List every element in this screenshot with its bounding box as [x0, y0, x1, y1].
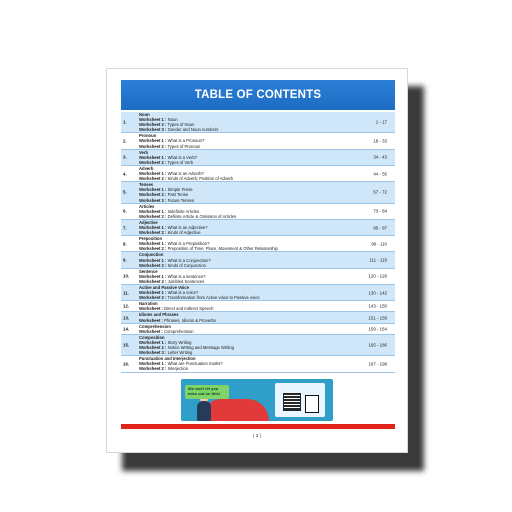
toc-row[interactable]: [121, 204, 395, 220]
toc-topic: Noun: [139, 112, 150, 117]
toc-topic: Pronoun: [139, 133, 157, 139]
worksheet-text: What is a Pronoun?: [167, 138, 205, 144]
worksheet-text: What is a Conjunction?: [167, 257, 211, 263]
toc-row-number: 12.: [123, 303, 130, 309]
worksheet-text: Gender and Noun numbers: [167, 127, 219, 133]
toc-worksheet: [139, 198, 335, 203]
toc-row[interactable]: [121, 312, 395, 323]
toc-row[interactable]: [121, 301, 395, 312]
worksheet-text: Kinds of Adverb; Position of Adverb: [167, 176, 233, 182]
toc-row-number: 15.: [123, 342, 130, 348]
worksheet-label: Worksheet 1 :: [139, 117, 167, 123]
toc-row[interactable]: [121, 252, 395, 268]
toc-title: TABLE OF CONTENTS: [121, 80, 395, 110]
toc-worksheet: [139, 318, 335, 323]
toc-page-range: 1 - 17: [375, 119, 387, 125]
worksheet-label: Worksheet 2 :: [139, 213, 167, 219]
toc-page-range: 85 - 97: [373, 224, 387, 230]
worksheet-label: Worksheet 2 :: [139, 345, 167, 351]
worksheet-label: Worksheet 1 :: [139, 290, 167, 296]
toc-worksheet: [139, 246, 335, 251]
worksheet-text: Story Writing: [167, 339, 192, 345]
toc-row[interactable]: [121, 285, 395, 301]
toc-worksheet: [139, 176, 335, 181]
worksheet-text: Noun: [167, 117, 178, 123]
toc-row[interactable]: [121, 335, 395, 356]
toc-table: [121, 112, 395, 373]
toc-worksheet: [139, 366, 335, 371]
toc-row-number: 16.: [123, 361, 130, 367]
toc-row-number: 7.: [123, 224, 127, 230]
toc-row[interactable]: [121, 269, 395, 285]
toc-page-range: 159 - 164: [368, 326, 387, 332]
toc-topic: Idioms and Phrases: [139, 312, 179, 318]
toc-row[interactable]: [121, 356, 395, 372]
promo-headline: We can't let you miss out on this!: [185, 385, 229, 399]
worksheet-text: What is a Verb?: [167, 154, 198, 160]
toc-topic: Articles: [139, 203, 155, 209]
worksheet-text: Past Tense: [167, 192, 189, 198]
toc-topic: Tenses: [139, 182, 154, 188]
toc-row-number: 14.: [123, 326, 130, 332]
document-page: [106, 68, 408, 453]
toc-topic: Narration: [139, 301, 158, 307]
toc-topic: Verb: [139, 149, 149, 155]
toc-row-number: 1.: [123, 119, 127, 125]
worksheet-text: Future Tenses: [167, 197, 195, 203]
toc-page-range: 143 - 150: [368, 303, 387, 309]
toc-page-range: 130 - 142: [368, 290, 387, 296]
worksheet-text: Direct and Indirect Speech: [164, 306, 214, 312]
worksheet-label: Worksheet 1 :: [139, 257, 167, 263]
promo-person-icon: [197, 401, 211, 421]
worksheet-text: Simple Tense: [167, 187, 193, 193]
worksheet-text: What are Punctuation marks?: [167, 361, 223, 367]
worksheet-label: Worksheet 1 :: [139, 241, 167, 247]
worksheet-text: Letter Writing: [167, 350, 193, 356]
toc-row-number: 3.: [123, 154, 127, 160]
worksheet-label: Worksheet 2 :: [139, 278, 167, 284]
worksheet-text: Transformation from Active voice to Passive voice: [167, 295, 260, 301]
toc-page-range: 111 - 119: [369, 257, 387, 263]
toc-page-range: 165 - 186: [368, 342, 387, 348]
worksheet-text: Phrases, Idioms & Proverbs: [164, 317, 216, 323]
worksheet-label: Worksheet 1 :: [139, 361, 167, 367]
worksheet-text: Comprehension: [164, 328, 194, 334]
worksheet-text: Kinds of Adjective: [167, 230, 201, 236]
worksheet-text: What is a voice?: [167, 290, 199, 296]
toc-row[interactable]: [121, 166, 395, 182]
toc-topic: Punctuation and Interjection: [139, 356, 196, 362]
worksheet-text: Types of Noun: [167, 122, 195, 128]
qr-code-icon[interactable]: [283, 393, 301, 411]
worksheet-label: Worksheet 2 :: [139, 366, 167, 372]
toc-topic: Preposition: [139, 236, 163, 242]
toc-worksheet: [139, 279, 335, 284]
toc-worksheet: [139, 306, 335, 311]
worksheet-label: Worksheet 1 :: [139, 273, 167, 279]
promo-red-shape: [203, 399, 269, 421]
toc-page-range: 187 - 198: [368, 361, 387, 367]
toc-worksheet: [139, 214, 335, 219]
toc-row-number: 10.: [123, 273, 130, 279]
toc-topic: Adverb: [139, 165, 154, 171]
toc-row-number: 5.: [123, 189, 127, 195]
toc-page-range: 44 - 56: [373, 171, 387, 177]
toc-topic: Conjunction: [139, 252, 164, 258]
toc-page-range: 18 - 33: [373, 138, 387, 144]
toc-worksheet: [139, 127, 335, 132]
toc-page-range: 34 - 43: [373, 154, 387, 160]
toc-row-number: 13.: [123, 315, 130, 321]
page-number: ( 3 ): [252, 433, 262, 438]
worksheet-label: Worksheet 3 :: [139, 127, 167, 133]
toc-row-number: 9.: [123, 257, 127, 263]
toc-row-number: 11.: [123, 290, 129, 296]
worksheet-text: Indefinite Articles: [167, 208, 200, 214]
worksheet-text: What is an Adverb?: [167, 171, 204, 177]
worksheet-label: Worksheet 1 :: [139, 208, 167, 214]
toc-worksheet: [139, 230, 335, 235]
worksheet-label: Worksheet 2 :: [139, 159, 167, 165]
worksheet-text: Definite Article & Omission of Articles: [167, 213, 237, 219]
worksheet-label: Worksheet :: [139, 328, 163, 334]
worksheet-label: Worksheet 1 :: [139, 138, 167, 144]
worksheet-label: Worksheet 2 :: [139, 192, 167, 198]
worksheet-text: What is a sentence?: [167, 273, 206, 279]
worksheet-label: Worksheet 2 :: [139, 176, 167, 182]
toc-topic: Comprehension: [139, 323, 171, 329]
worksheet-text: Preposition of Time, Place, Movement & Other Relationship: [167, 246, 278, 252]
toc-topic: Sentence: [139, 268, 158, 274]
worksheet-text: Jumbled Sentences: [167, 278, 205, 284]
worksheet-text: Notice Writing and Message Writing: [167, 345, 234, 351]
worksheet-text: What is a Preposition?: [167, 241, 210, 247]
toc-row[interactable]: [121, 236, 395, 252]
toc-worksheet: [139, 160, 335, 165]
worksheet-text: Interjection: [167, 366, 189, 372]
worksheet-text: What is an Adjective?: [167, 224, 208, 230]
toc-row[interactable]: [121, 324, 395, 335]
worksheet-label: Worksheet :: [139, 306, 163, 312]
toc-topic: Active and Passive Voice: [139, 285, 189, 290]
worksheet-label: Worksheet 1 :: [139, 171, 167, 177]
worksheet-label: Worksheet 1 :: [139, 154, 167, 160]
toc-worksheet: [139, 350, 335, 355]
toc-page-range: 120 - 129: [368, 273, 387, 279]
toc-row-number: 4.: [123, 171, 127, 177]
footer-red-bar: [121, 424, 395, 429]
toc-row-number: 2.: [123, 138, 127, 144]
worksheet-label: Worksheet :: [139, 317, 163, 323]
toc-row-number: 8.: [123, 241, 127, 247]
toc-row[interactable]: [121, 182, 395, 203]
toc-page-range: 98 - 110: [371, 241, 387, 247]
worksheet-label: Worksheet 1 :: [139, 339, 167, 345]
toc-row-number: 6.: [123, 208, 127, 214]
toc-worksheet: [139, 295, 335, 300]
worksheet-text: Kinds of Conjunction: [167, 262, 206, 268]
toc-topic: Adjective: [139, 219, 158, 225]
toc-row[interactable]: [121, 150, 395, 166]
worksheet-label: Worksheet 1 :: [139, 224, 167, 230]
toc-page-range: 151 - 158: [368, 315, 387, 321]
toc-row[interactable]: [121, 133, 395, 149]
toc-worksheet: [139, 329, 335, 334]
worksheet-text: Types of Pronoun: [167, 143, 201, 149]
worksheet-label: Worksheet 2 :: [139, 122, 167, 128]
worksheet-label: Worksheet 3 :: [139, 350, 167, 356]
worksheet-label: Worksheet 3 :: [139, 197, 167, 203]
phone-icon: [305, 395, 319, 413]
toc-row[interactable]: [121, 112, 395, 133]
toc-page-range: 57 - 72: [373, 189, 387, 195]
toc-worksheet: [139, 144, 335, 149]
promo-banner[interactable]: [181, 379, 333, 421]
toc-topic: Composition: [139, 334, 165, 340]
worksheet-label: Worksheet 2 :: [139, 262, 167, 268]
toc-row[interactable]: [121, 220, 395, 236]
toc-worksheet: [139, 263, 335, 268]
worksheet-label: Worksheet 2 :: [139, 246, 167, 252]
worksheet-label: Worksheet 2 :: [139, 143, 167, 149]
worksheet-label: Worksheet 2 :: [139, 295, 167, 301]
worksheet-label: Worksheet 1 :: [139, 187, 167, 193]
worksheet-text: Types of Verb: [167, 159, 194, 165]
toc-page-range: 73 - 84: [373, 208, 387, 214]
worksheet-label: Worksheet 2 :: [139, 230, 167, 236]
